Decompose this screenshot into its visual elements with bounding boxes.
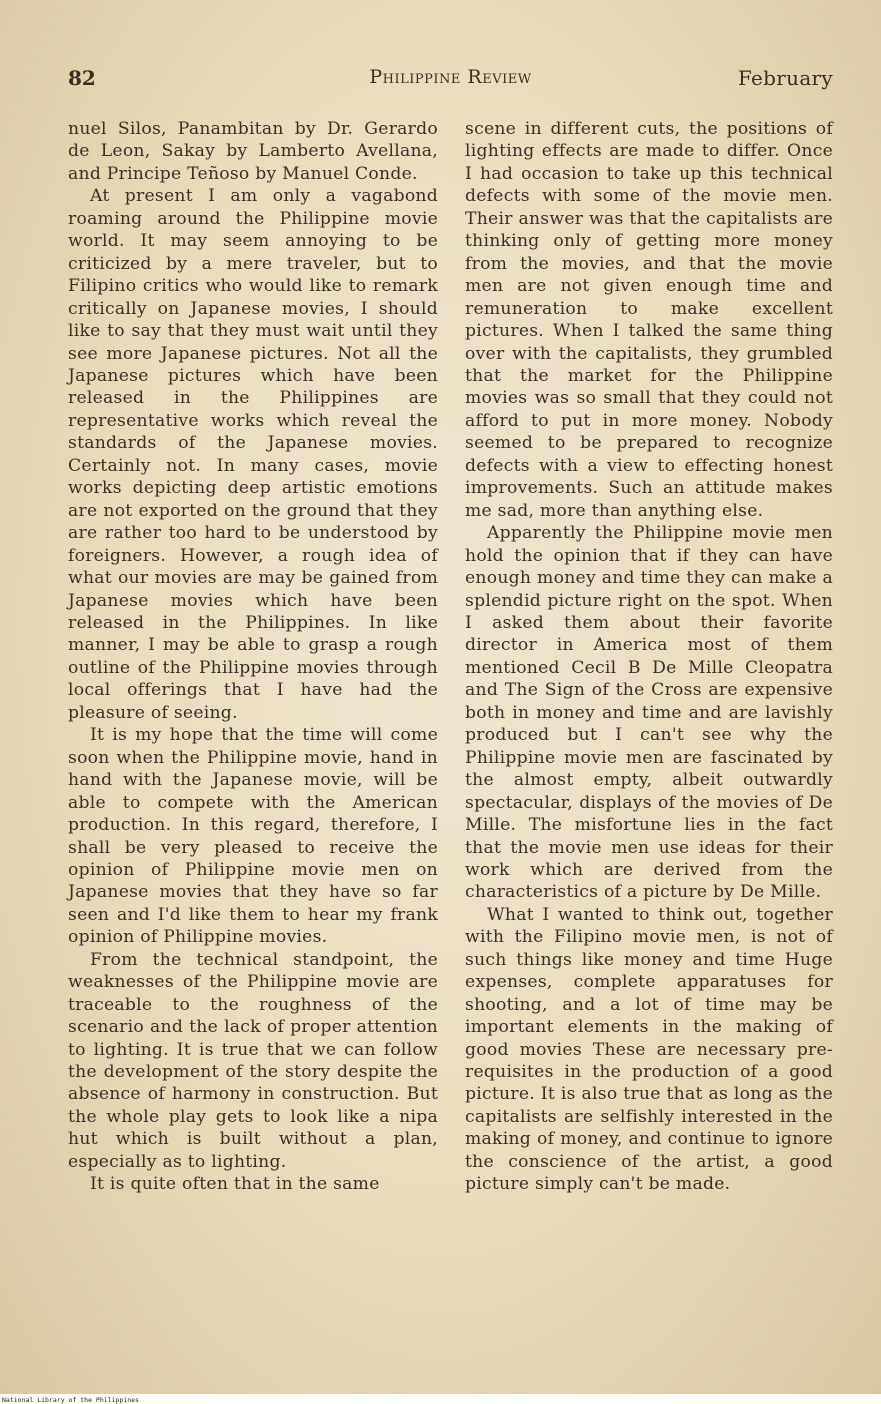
paragraph: What I wanted to think out, together with the Filipino movie men, is not of such things like money and time Huge expenses, complete apparatuses for shooting, and a lot of time may be important elements in the making of good movies These are necessary pre-requisites in the production of a good picture. It is also true that as long as the capitalists are selfishly interested in the making of money, and continue to ignore the conscience of the artist, a good picture simply can't be made. (465, 904, 833, 1195)
issue-month: February (737, 66, 833, 90)
paragraph: From the technical standpoint, the weaknesses of the Philippine movie are traceable to the roughness of the scenario and the lack of proper attention to lighting. It is true that we can follow the development of the story despite the absence of harmony in construction. But the whole play gets to look like a nipa hut which is built without a plan, especially as to lighting. (68, 949, 438, 1172)
running-head (68, 66, 833, 100)
journal-title: Philippine Review (369, 66, 532, 88)
right-column (465, 118, 833, 1196)
paragraph: At present I am only a vagabond roaming around the Philippine movie world. It may seem annoying to be criticized by a mere traveler, but to Filipino critics who would like to remark critically on Japanese movies, I should like to say that they must wait until they see more Japanese pictures. Not all the Japanese pictures which have been released in the Philippines are representative works which reveal the standards of the Japanese movies. Certainly not. In many cases, movie works depicting deep artistic emotions are not exported on the ground that they are rather too hard to be understood by foreigners. However, a rough idea of what our movies are may be gained from Japanese movies which have been released in the Philippines. In like manner, I may be able to grasp a rough outline of the Philippine movies through local offerings that I have had the pleasure of seeing. (68, 186, 438, 723)
paragraph: scene in different cuts, the positions of lighting effects are made to differ. Once I had occasion to take up this technical defects with some of the movie men. Their answer was that the capitalists are thinking only of getting more money from the movies, and that the movie men are not given enough time and remuneration to make excellent pictures. When I talked the same thing over with the capitalists, they grumbled that the market for the Philippine movies was so small that they could not afford to put in more money. Nobody seemed to be prepared to recognize defects with a view to effecting honest improvements. Such an attitude makes me sad, more than anything else. (465, 119, 833, 521)
paragraph: It is my hope that the time will come soon when the Philippine movie, hand in hand with the Japanese movie, will be able to compete with the American production. In this regard, therefore, I shall be very pleased to receive the opinion of Philippine movie men on Japanese movies that they have so far seen and I'd like them to hear my frank opinion of Philippine movies. (68, 725, 438, 948)
page-number: 82 (68, 66, 96, 90)
library-credit: National Library of the Philippines (2, 1396, 139, 1404)
left-column (68, 118, 438, 1196)
paragraph: It is quite often that in the same (90, 1174, 380, 1195)
paragraph: Apparently the Philippine movie men hold the opinion that if they can have enough money and time they can make a splendid picture right on the spot. When I asked them about their favorite director in America most of them mentioned Cecil B De Mille Cleopatra and The Sign of the Cross are expensive both in money and time and are lavishly produced but I can't see why the Philippine movie men are fascinated by the almost empty, albeit outwardly spectacular, displays of the movies of De Mille. The misfortune lies in the fact that the movie men use ideas for their work which are derived from the characteristics of a picture by De Mille. (465, 523, 833, 903)
paragraph: nuel Silos, Panambitan by Dr. Gerardo de Leon, Sakay by Lamberto Avellana, and Principe Teñoso by Manuel Conde. (68, 119, 438, 184)
